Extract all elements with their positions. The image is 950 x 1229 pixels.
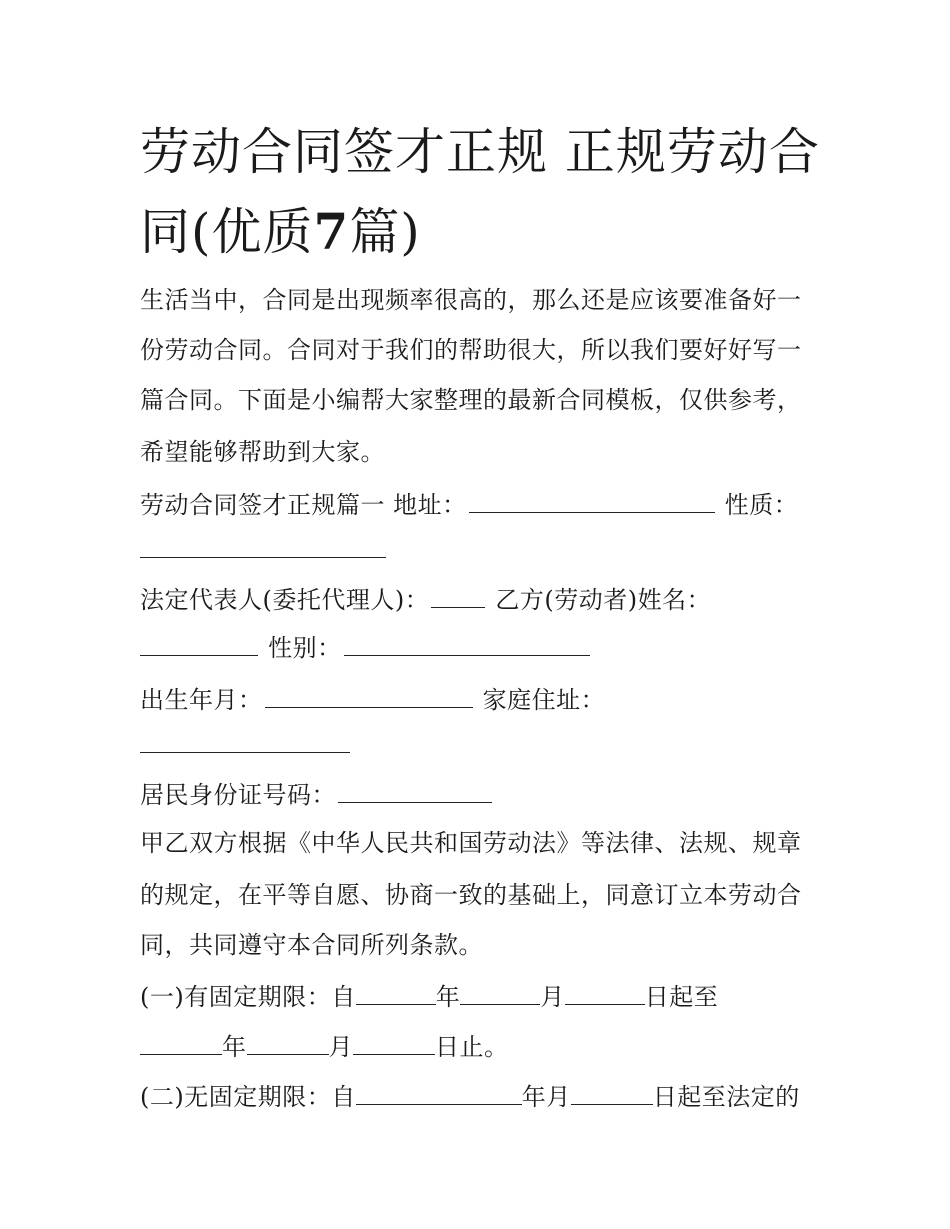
intro-line-1: 生活当中，合同是出现频率很高的，那么还是应该要准备好一 <box>140 286 802 314</box>
nature-blank-line <box>140 535 388 565</box>
intro-line-4: 希望能够帮助到大家。 <box>140 438 385 466</box>
home-address-label: 家庭住址： <box>482 686 606 714</box>
id-line <box>140 780 494 810</box>
legal-rep-blank[interactable] <box>431 585 485 608</box>
name-gender-line <box>140 633 592 663</box>
birth-line <box>140 685 605 715</box>
agreement-line-1: 甲乙双方根据《中华人民共和国劳动法》等法律、法规、规章 <box>140 829 802 857</box>
fixed-term-end-line <box>140 1032 509 1062</box>
gender-label: 性别： <box>268 634 342 662</box>
fixed-term-prefix: (一)有固定期限：自 <box>140 983 356 1011</box>
party-b-name-label: 乙方(劳动者)姓名： <box>495 586 712 614</box>
employer-info-line <box>140 490 798 520</box>
title-line-2-post: 篇) <box>349 203 421 261</box>
fixed-month-label: 月 <box>540 983 565 1011</box>
party-b-name-blank[interactable] <box>140 633 258 656</box>
home-address-blank[interactable] <box>140 730 350 753</box>
fixed-year-label: 年 <box>435 983 461 1011</box>
open-term-prefix: (二)无固定期限：自 <box>140 1083 356 1111</box>
section-heading: 劳动合同签才正规篇一 <box>140 491 385 519</box>
fixed-start-year-blank[interactable] <box>356 982 436 1005</box>
title-line-2-pre: 同(优质 <box>140 203 314 261</box>
agreement-line-3: 同，共同遵守本合同所列条款。 <box>140 931 483 959</box>
address-label: 地址： <box>393 491 467 519</box>
fixed-start-day-blank[interactable] <box>565 982 645 1005</box>
address-blank[interactable] <box>469 490 715 513</box>
legal-rep-label: 法定代表人(委托代理人)： <box>140 586 430 614</box>
fixed-day-to-label: 日止。 <box>435 1033 509 1061</box>
nature-blank[interactable] <box>140 535 386 558</box>
title-line-2-num: 7 <box>313 202 350 261</box>
intro-line-2: 份劳动合同。合同对于我们的帮助很大，所以我们要好好写一 <box>140 336 802 364</box>
open-year-month-label: 年月 <box>521 1083 571 1111</box>
id-blank[interactable] <box>338 780 492 803</box>
intro-line-3: 篇合同。下面是小编帮大家整理的最新合同模板，仅供参考， <box>140 386 802 414</box>
nature-label: 性质： <box>724 491 799 519</box>
document-title <box>140 112 820 272</box>
birth-label: 出生年月： <box>140 686 263 714</box>
home-address-blank-line <box>140 730 352 760</box>
birth-blank[interactable] <box>265 685 473 708</box>
fixed-term-line <box>140 982 718 1012</box>
open-term-line <box>140 1082 800 1112</box>
fixed-end-month-blank[interactable] <box>247 1032 329 1055</box>
fixed-end-year-blank[interactable] <box>140 1032 222 1055</box>
open-start-blank[interactable] <box>356 1082 522 1105</box>
open-suffix: 日起至法定的 <box>652 1083 800 1111</box>
fixed-day-from-label: 日起至 <box>644 983 719 1011</box>
legal-rep-line <box>140 585 711 615</box>
fixed-month2-label: 月 <box>328 1033 353 1061</box>
id-label: 居民身份证号码： <box>140 781 336 809</box>
fixed-end-day-blank[interactable] <box>353 1032 435 1055</box>
title-line-1: 劳动合同签才正规 正规劳动合 <box>140 123 820 181</box>
gender-blank[interactable] <box>344 633 590 656</box>
agreement-line-2: 的规定，在平等自愿、协商一致的基础上，同意订立本劳动合 <box>140 881 802 909</box>
fixed-start-month-blank[interactable] <box>460 982 540 1005</box>
open-day-blank[interactable] <box>571 1082 653 1105</box>
fixed-year2-label: 年 <box>222 1033 247 1061</box>
